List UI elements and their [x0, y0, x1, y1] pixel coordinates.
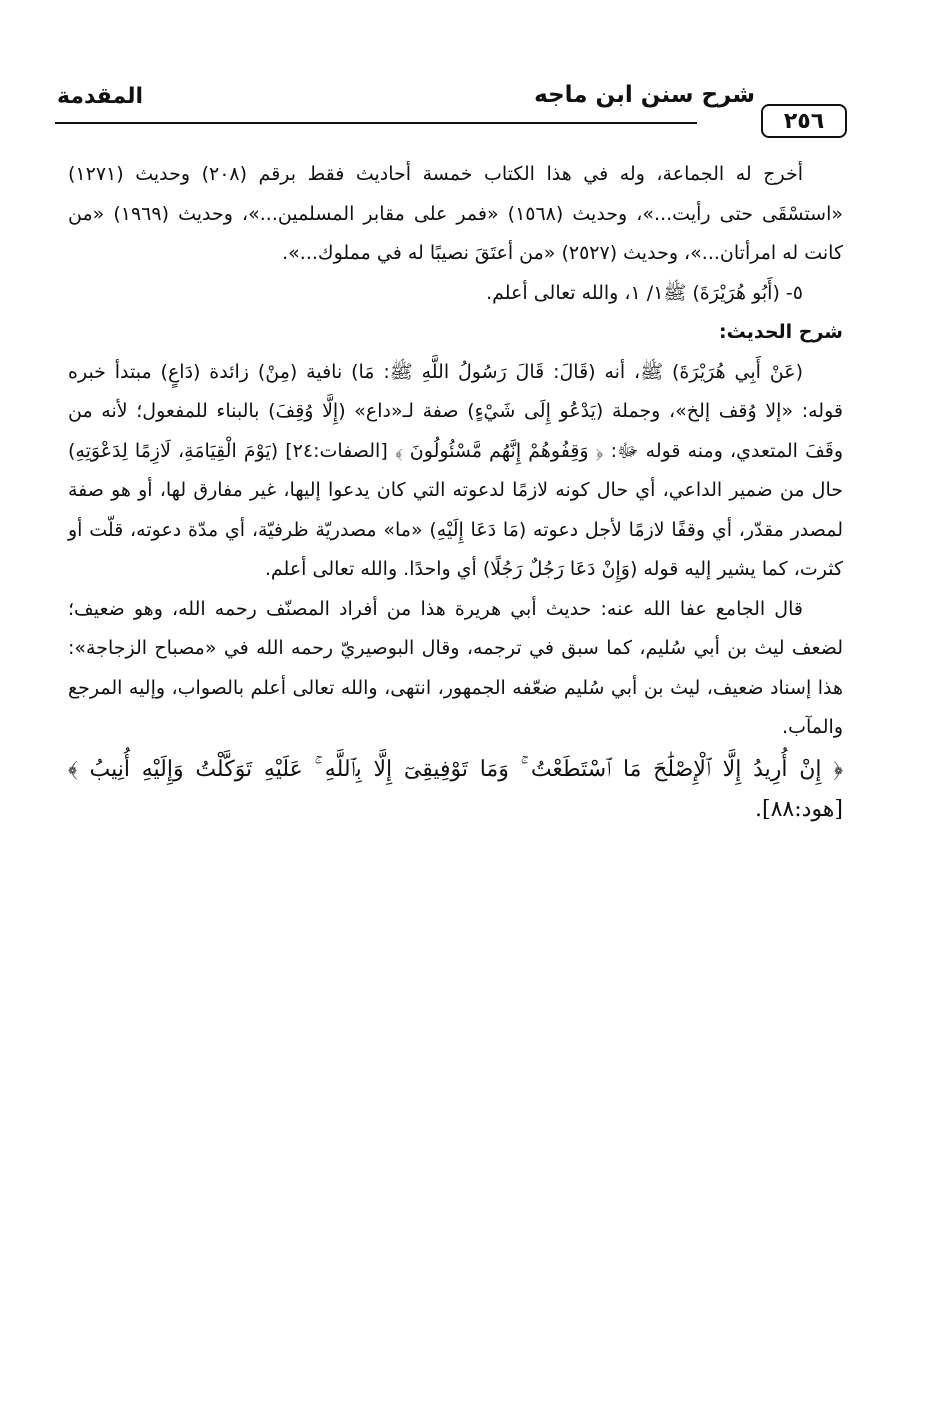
paragraph-hadith-explanation: (عَنْ أَبِي هُرَيْرَةَ) ﷺ، أنه (قَالَ: قَالَ رَسُولُ اللَّهِ ﷺ: مَا) نافية (مِنْ) زائدة (دَاعٍ) مبتدأ خبره قوله: «إلا وُقف إلخ»، وجملة (يَدْعُو إِلَى شَيْءٍ) صفة لـ«داع» (إِلَّا وُقِفَ) بالبناء للمفعول؛ لأنه من وقَفَ المتعدي، ومنه قوله ﷻ: ﴿ وَقِفُوهُمْ إِنَّهُم مَّسْئُولُونَ ﴾ [الصفات:٢٤] (يَوْمَ الْقِيَامَةِ، لَازِمًا لِدَعْوَتِهِ) حال من ضمير الداعي، أي حال كونه لازمًا لدعوته التي كان يدعوا إليها، غير مفارق لها، أو هو صفة لمصدر مقدّر، أي وقفًا لازمًا لأجل دعوته (مَا دَعَا إِلَيْهِ) «ما» مصدريّة ظرفيّة، أي مدّة دعوته، قلّت أو كثرت، كما يشير إليه قوله (وَإِنْ دَعَا رَجُلٌ رَجُلًا) أي واحدًا. والله تعالى أعلم.	[68, 360, 843, 580]
paragraph-narrator-5: ٥- (أَبُو هُرَيْرَةَ) ﷺ١/ ١، والله تعالى أعلم.	[486, 281, 803, 304]
page-number-box	[761, 104, 847, 138]
book-title: شرح سنن ابن ماجه	[534, 82, 755, 108]
quran-verse: ﴿ إِنْ أُرِيدُ إِلَّا ٱلْإِصْلَٰحَ مَا ٱسْتَطَعْتُ ۚ وَمَا تَوْفِيقِىٓ إِلَّا بِٱللَّهِ ۚ عَلَيْهِ تَوَكَّلْتُ وَإِلَيْهِ أُنِيبُ ﴾ [هود:٨٨].	[68, 756, 843, 822]
section-heading: شرح الحديث:	[719, 321, 843, 343]
paragraph-narrator-hadiths: أخرج له الجماعة، وله في هذا الكتاب خمسة أحاديث فقط برقم (٢٠٨) وحديث (١٢٧١) «استسْقَى حتى رأيت...»، وحديث (١٥٦٨) «فمر على مقابر المسلمين...»، وحديث (١٩٦٩) «من كانت له امرأتان...»، وحديث (٢٥٢٧) «من أعتَقَ نصيبًا له في مملوك...».	[68, 163, 843, 264]
page-number: ٢٥٦	[783, 108, 825, 134]
page-body	[68, 155, 843, 830]
header-rule	[55, 122, 697, 124]
paragraph-compiler-note: قال الجامع عفا الله عنه: حديث أبي هريرة هذا من أفراد المصنّف رحمه الله، وهو ضعيف؛ لضعف ليث بن أبي سُليم، كما سبق في ترجمه، وقال البوصيريّ رحمه الله في «مصباح الزجاجة»: هذا إسناد ضعيف، ليث بن أبي سُليم ضعّفه الجمهور، انتهى، والله تعالى أعلم بالصواب، وإليه المرجع والمآب.	[68, 597, 843, 738]
page-header	[55, 78, 847, 142]
section-title: المقدمة	[57, 84, 144, 109]
